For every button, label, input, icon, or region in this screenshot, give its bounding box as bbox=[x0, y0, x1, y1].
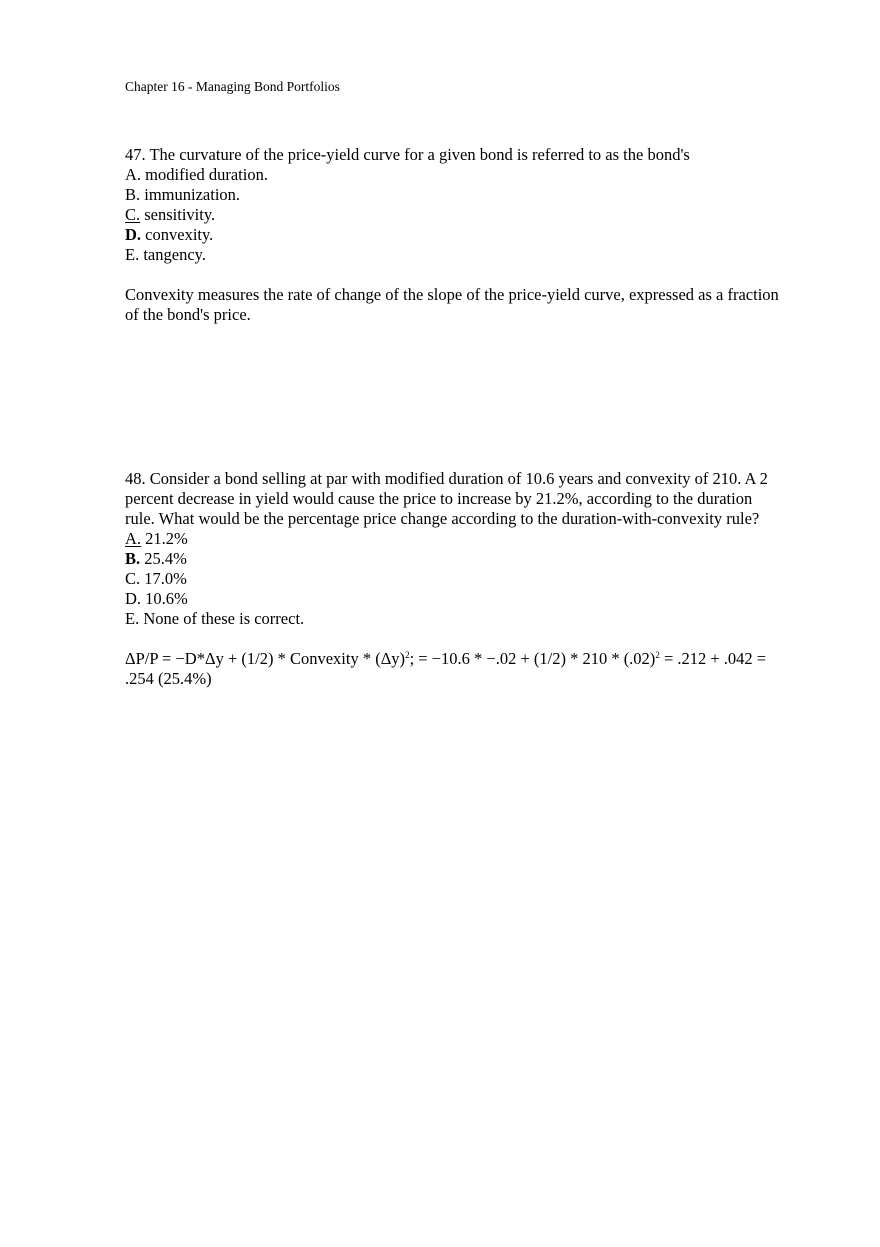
question-number: 47. bbox=[125, 145, 146, 164]
answer-explanation bbox=[125, 649, 785, 689]
question-47 bbox=[125, 145, 785, 325]
option-c bbox=[125, 569, 785, 589]
option-letter: C. bbox=[125, 569, 141, 588]
question-text: Consider a bond selling at par with modified duration of 10.6 years and convexity of 210. A 2 percent decrease in yield would cause the price to increase by 21.2%, according to the duration rule. What would be the percentage price change according to the duration-with-convexity rule? bbox=[125, 469, 768, 528]
option-letter: B. bbox=[125, 185, 141, 204]
option-text: sensitivity. bbox=[144, 205, 216, 224]
answer-explanation: Convexity measures the rate of change of the slope of the price-yield curve, expressed as a fraction of the bond's price. bbox=[125, 285, 779, 324]
option-letter-marked: C. bbox=[125, 205, 141, 224]
option-letter: E. bbox=[125, 245, 140, 264]
option-text: convexity. bbox=[145, 225, 214, 244]
option-a bbox=[125, 165, 785, 185]
option-c bbox=[125, 205, 785, 225]
option-d bbox=[125, 589, 785, 609]
option-text: 17.0% bbox=[144, 569, 187, 588]
option-text: 25.4% bbox=[144, 549, 187, 568]
option-e bbox=[125, 245, 785, 265]
question-stem bbox=[125, 469, 785, 529]
option-text: 21.2% bbox=[145, 529, 188, 548]
formula-superscript: 2 bbox=[405, 650, 410, 660]
option-letter: E. bbox=[125, 609, 140, 628]
option-b bbox=[125, 185, 785, 205]
option-text: 10.6% bbox=[145, 589, 188, 608]
option-letter-correct: B. bbox=[125, 549, 141, 568]
question-text: The curvature of the price-yield curve for a given bond is referred to as the bond's bbox=[149, 145, 690, 164]
option-letter-correct: D. bbox=[125, 225, 142, 244]
option-text: tangency. bbox=[143, 245, 206, 264]
question-number: 48. bbox=[125, 469, 146, 488]
question-48 bbox=[125, 469, 785, 689]
option-b bbox=[125, 549, 785, 569]
option-letter-marked: A. bbox=[125, 529, 142, 548]
option-text: immunization. bbox=[144, 185, 241, 204]
formula-superscript: 2 bbox=[655, 650, 660, 660]
option-e bbox=[125, 609, 785, 629]
option-a bbox=[125, 529, 785, 549]
formula-part: = .212 + .042 = .254 (25.4%) bbox=[125, 649, 767, 688]
option-text: modified duration. bbox=[145, 165, 268, 184]
option-text: None of these is correct. bbox=[143, 609, 305, 628]
question-stem bbox=[125, 145, 785, 165]
option-letter: D. bbox=[125, 589, 142, 608]
option-letter: A. bbox=[125, 165, 142, 184]
page-header: Chapter 16 - Managing Bond Portfolios bbox=[125, 79, 340, 94]
formula-part: ; = −10.6 * −.02 + (1/2) * 210 * (.02) bbox=[409, 649, 656, 668]
option-d bbox=[125, 225, 785, 245]
formula-part: ΔP/P = −D*Δy + (1/2) * Convexity * (Δy) bbox=[125, 649, 406, 668]
